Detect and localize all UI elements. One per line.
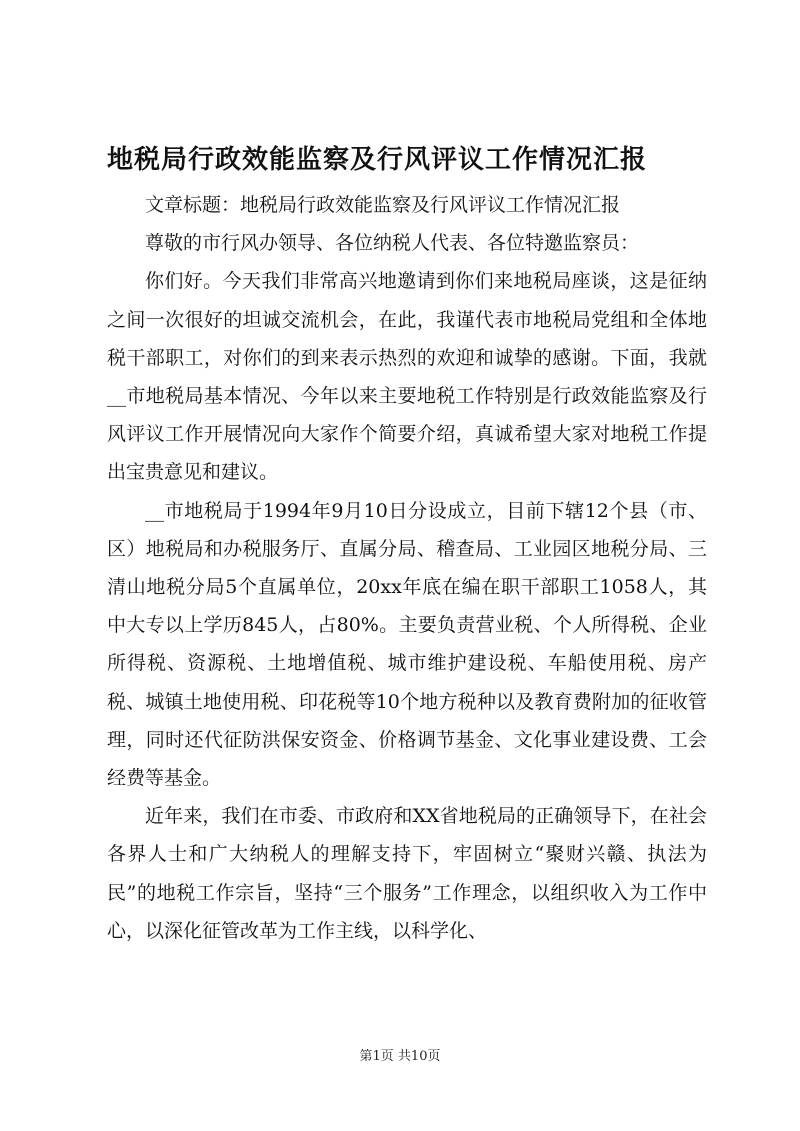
document-body [107,186,707,950]
paragraph-article-title: 文章标题：地税局行政效能监察及行风评议工作情况汇报 [145,194,621,216]
paragraph-overview: __市地税局于1994年9月10日分设成立，目前下辖12个县（市、区）地税局和办税服务厅、直属分局、稽查局、工业园区地税分局、三清山地税分局5个直属单位，20xx年底在编在职干部职工1058人，其中大专以上学历845人，占80%。主要负责营业税、个人所得税、企业所得税、资源税、土地增值税、城市维护建设税、车船使用税、房产税、城镇土地使用税、印花税等10个地方税种以及教育费附加的征收管理，同时还代征防洪保安资金、价格调节基金、文化事业建设费、工会经费等基金。 [107,499,707,790]
document-title: 地税局行政效能监察及行风评议工作情况汇报 [107,145,648,175]
page-number-footer: 第1页 共10页 [359,1049,441,1064]
paragraph-recent-years: 近年来，我们在市委、市政府和XX省地税局的正确领导下，在社会各界人士和广大纳税人的理解支持下，牢固树立“聚财兴赣、执法为民”的地税工作宗旨，坚持“三个服务”工作理念，以组织收入为工作中心，以深化征管改革为工作主线，以科学化、 [107,805,707,942]
paragraph-greeting: 你们好。今天我们非常高兴地邀请到你们来地税局座谈，这是征纳之间一次很好的坦诚交流机会，在此，我谨代表市地税局党组和全体地税干部职工，对你们的到来表示热烈的欢迎和诚挚的感谢。下面，我就__市地税局基本情况、今年以来主要地税工作特别是行政效能监察及行风评议工作开展情况向大家作个简要介绍，真诚希望大家对地税工作提出宝贵意见和建议。 [107,270,707,484]
paragraph-salutation: 尊敬的市行风办领导、各位纳税人代表、各位特邀监察员： [145,232,640,255]
